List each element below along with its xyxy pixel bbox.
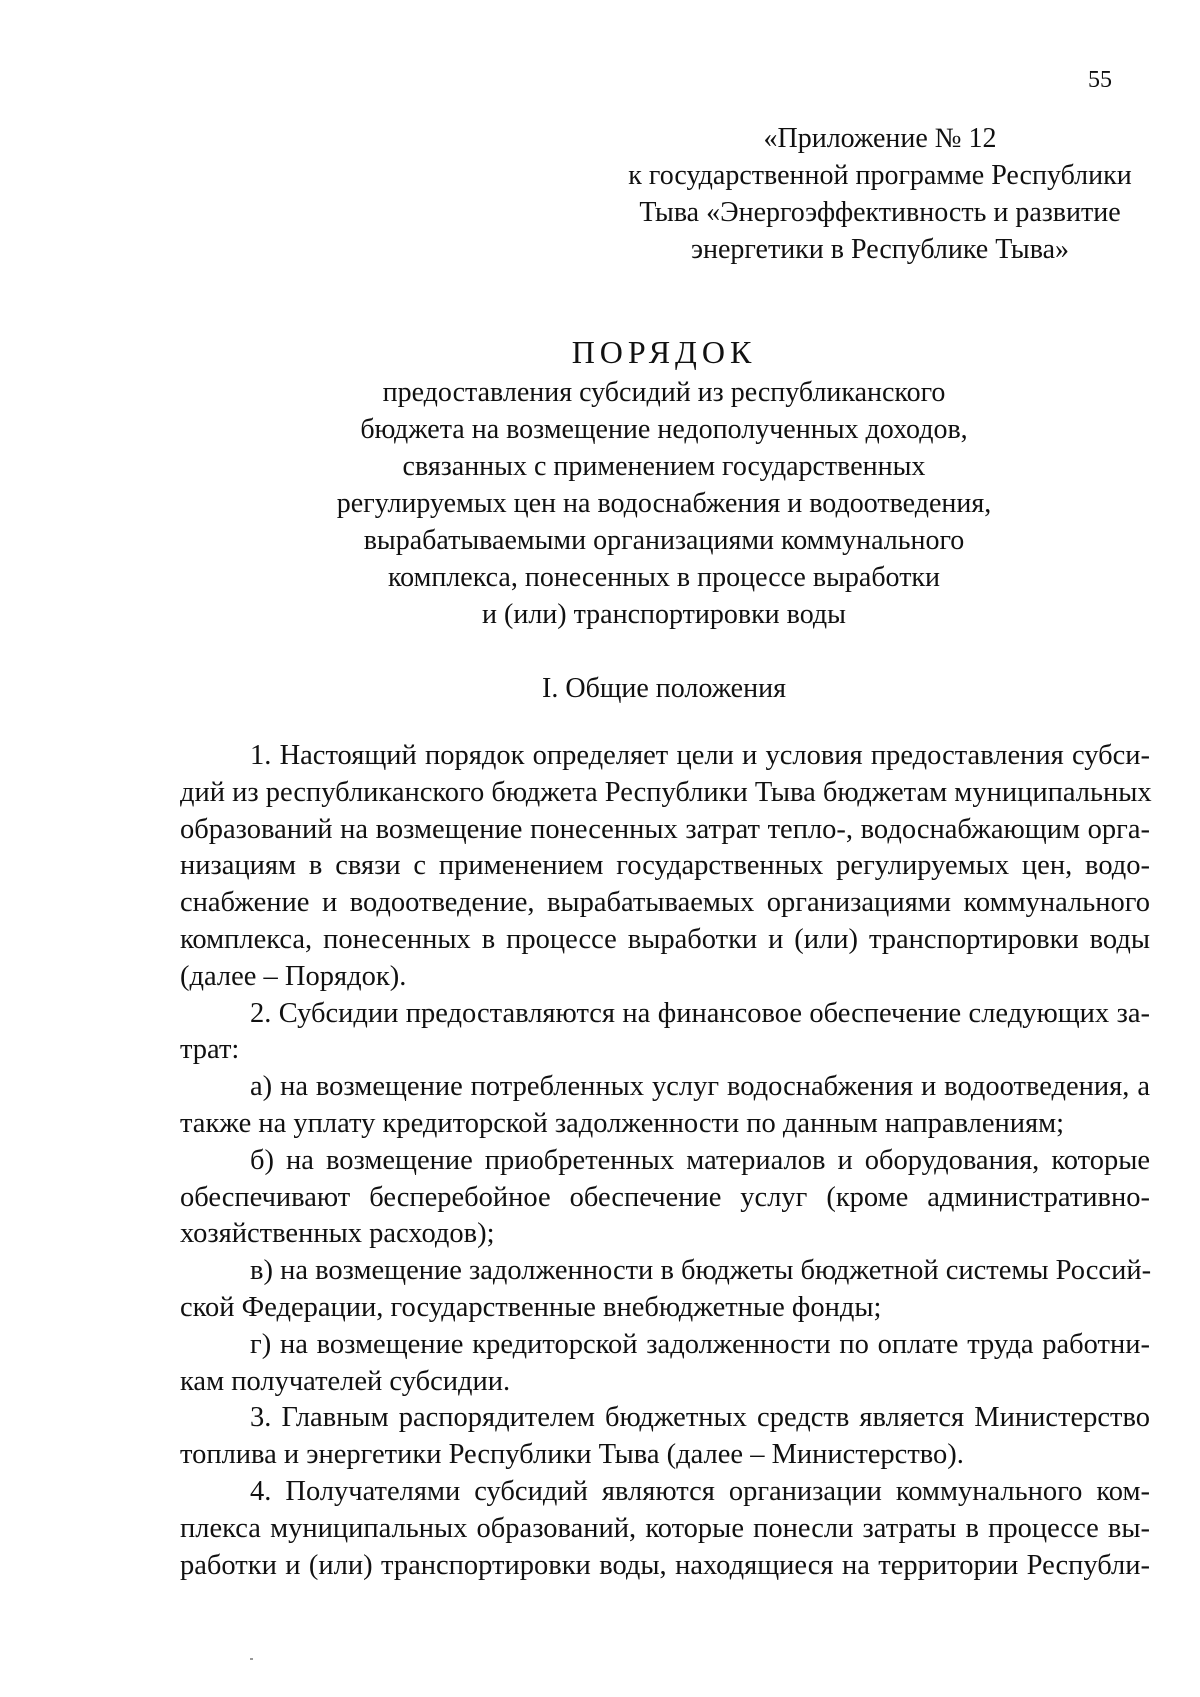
body-line: 3. Главным распорядителем бюджетных средств является Министерство (250, 1402, 1150, 1434)
body-line: образований на возмещение понесенных затрат тепло-, водоснабжающим орга- (180, 813, 1150, 845)
subtitle-line: регулируемых цен на водоснабжения и водоотведения, (336, 488, 992, 519)
body-line: также на уплату кредиторской задолженности по данным направлениям; (180, 1107, 1065, 1139)
body-line: снабжение и водоотведение, вырабатываемых организациями коммунального (180, 887, 1150, 919)
body-line: комплекса, понесенных в процессе выработки и (или) транспортировки воды (180, 923, 1150, 955)
document-title: ПОРЯДОК (571, 334, 757, 370)
body-line: обеспечивают бесперебойное обеспечение услуг (кроме административно- (180, 1181, 1150, 1213)
subtitle-line: связанных с применением государственных (402, 451, 926, 482)
section-heading: I. Общие положения (542, 673, 786, 704)
subtitle-line: вырабатываемыми организациями коммунального (363, 525, 965, 556)
body-line: б) на возмещение приобретенных материалов и оборудования, которые (250, 1144, 1150, 1176)
body-line: хозяйственных расходов); (180, 1218, 495, 1250)
appendix-header (620, 120, 1140, 268)
body-line: 4. Получателями субсидий являются организации коммунального ком- (250, 1475, 1150, 1507)
body-text (180, 738, 1150, 1584)
appendix-line: Тыва «Энергоэффективность и развитие (639, 197, 1121, 228)
body-line: 2. Субсидии предоставляются на финансовое обеспечение следующих за- (250, 997, 1150, 1029)
appendix-line: энергетики в Республике Тыва» (690, 234, 1069, 265)
appendix-line: «Приложение № 12 (763, 123, 997, 154)
body-line: 1. Настоящий порядок определяет цели и условия предоставления субси- (250, 740, 1150, 771)
body-line: г) на возмещение кредиторской задолженности по оплате труда работни- (250, 1328, 1150, 1360)
body-line: работки и (или) транспортировки воды, находящиеся на территории Республи- (180, 1549, 1150, 1581)
document-subtitle (280, 374, 1048, 633)
appendix-line: к государственной программе Республики (628, 160, 1132, 191)
body-line: низациям в связи с применением государственных регулируемых цен, водо- (180, 850, 1150, 882)
subtitle-line: и (или) транспортировки воды (482, 599, 846, 630)
body-line: ской Федерации, государственные внебюджетные фонды; (180, 1291, 882, 1323)
body-line: топлива и энергетики Республики Тыва (далее – Министерство). (180, 1439, 964, 1471)
subtitle-line: комплекса, понесенных в процессе выработки (387, 562, 941, 593)
body-line: кам получателей субсидии. (180, 1365, 511, 1397)
body-line: плекса муниципальных образований, которые понесли затраты в процессе вы- (180, 1512, 1150, 1544)
body-line: (далее – Порядок). (180, 960, 407, 992)
scan-artifact (250, 1658, 253, 1660)
subtitle-line: бюджета на возмещение недополученных доходов, (360, 414, 968, 445)
subtitle-line: предоставления субсидий из республиканского (382, 377, 946, 408)
body-line: а) на возмещение потребленных услуг водоснабжения и водоотведения, а (250, 1071, 1150, 1103)
body-line: трат: (180, 1034, 240, 1066)
body-line: дий из республиканского бюджета Республики Тыва бюджетам муниципальных (180, 776, 1152, 808)
page-number: 55 (1088, 67, 1112, 93)
body-line: в) на возмещение задолженности в бюджеты бюджетной системы Россий- (250, 1255, 1152, 1287)
